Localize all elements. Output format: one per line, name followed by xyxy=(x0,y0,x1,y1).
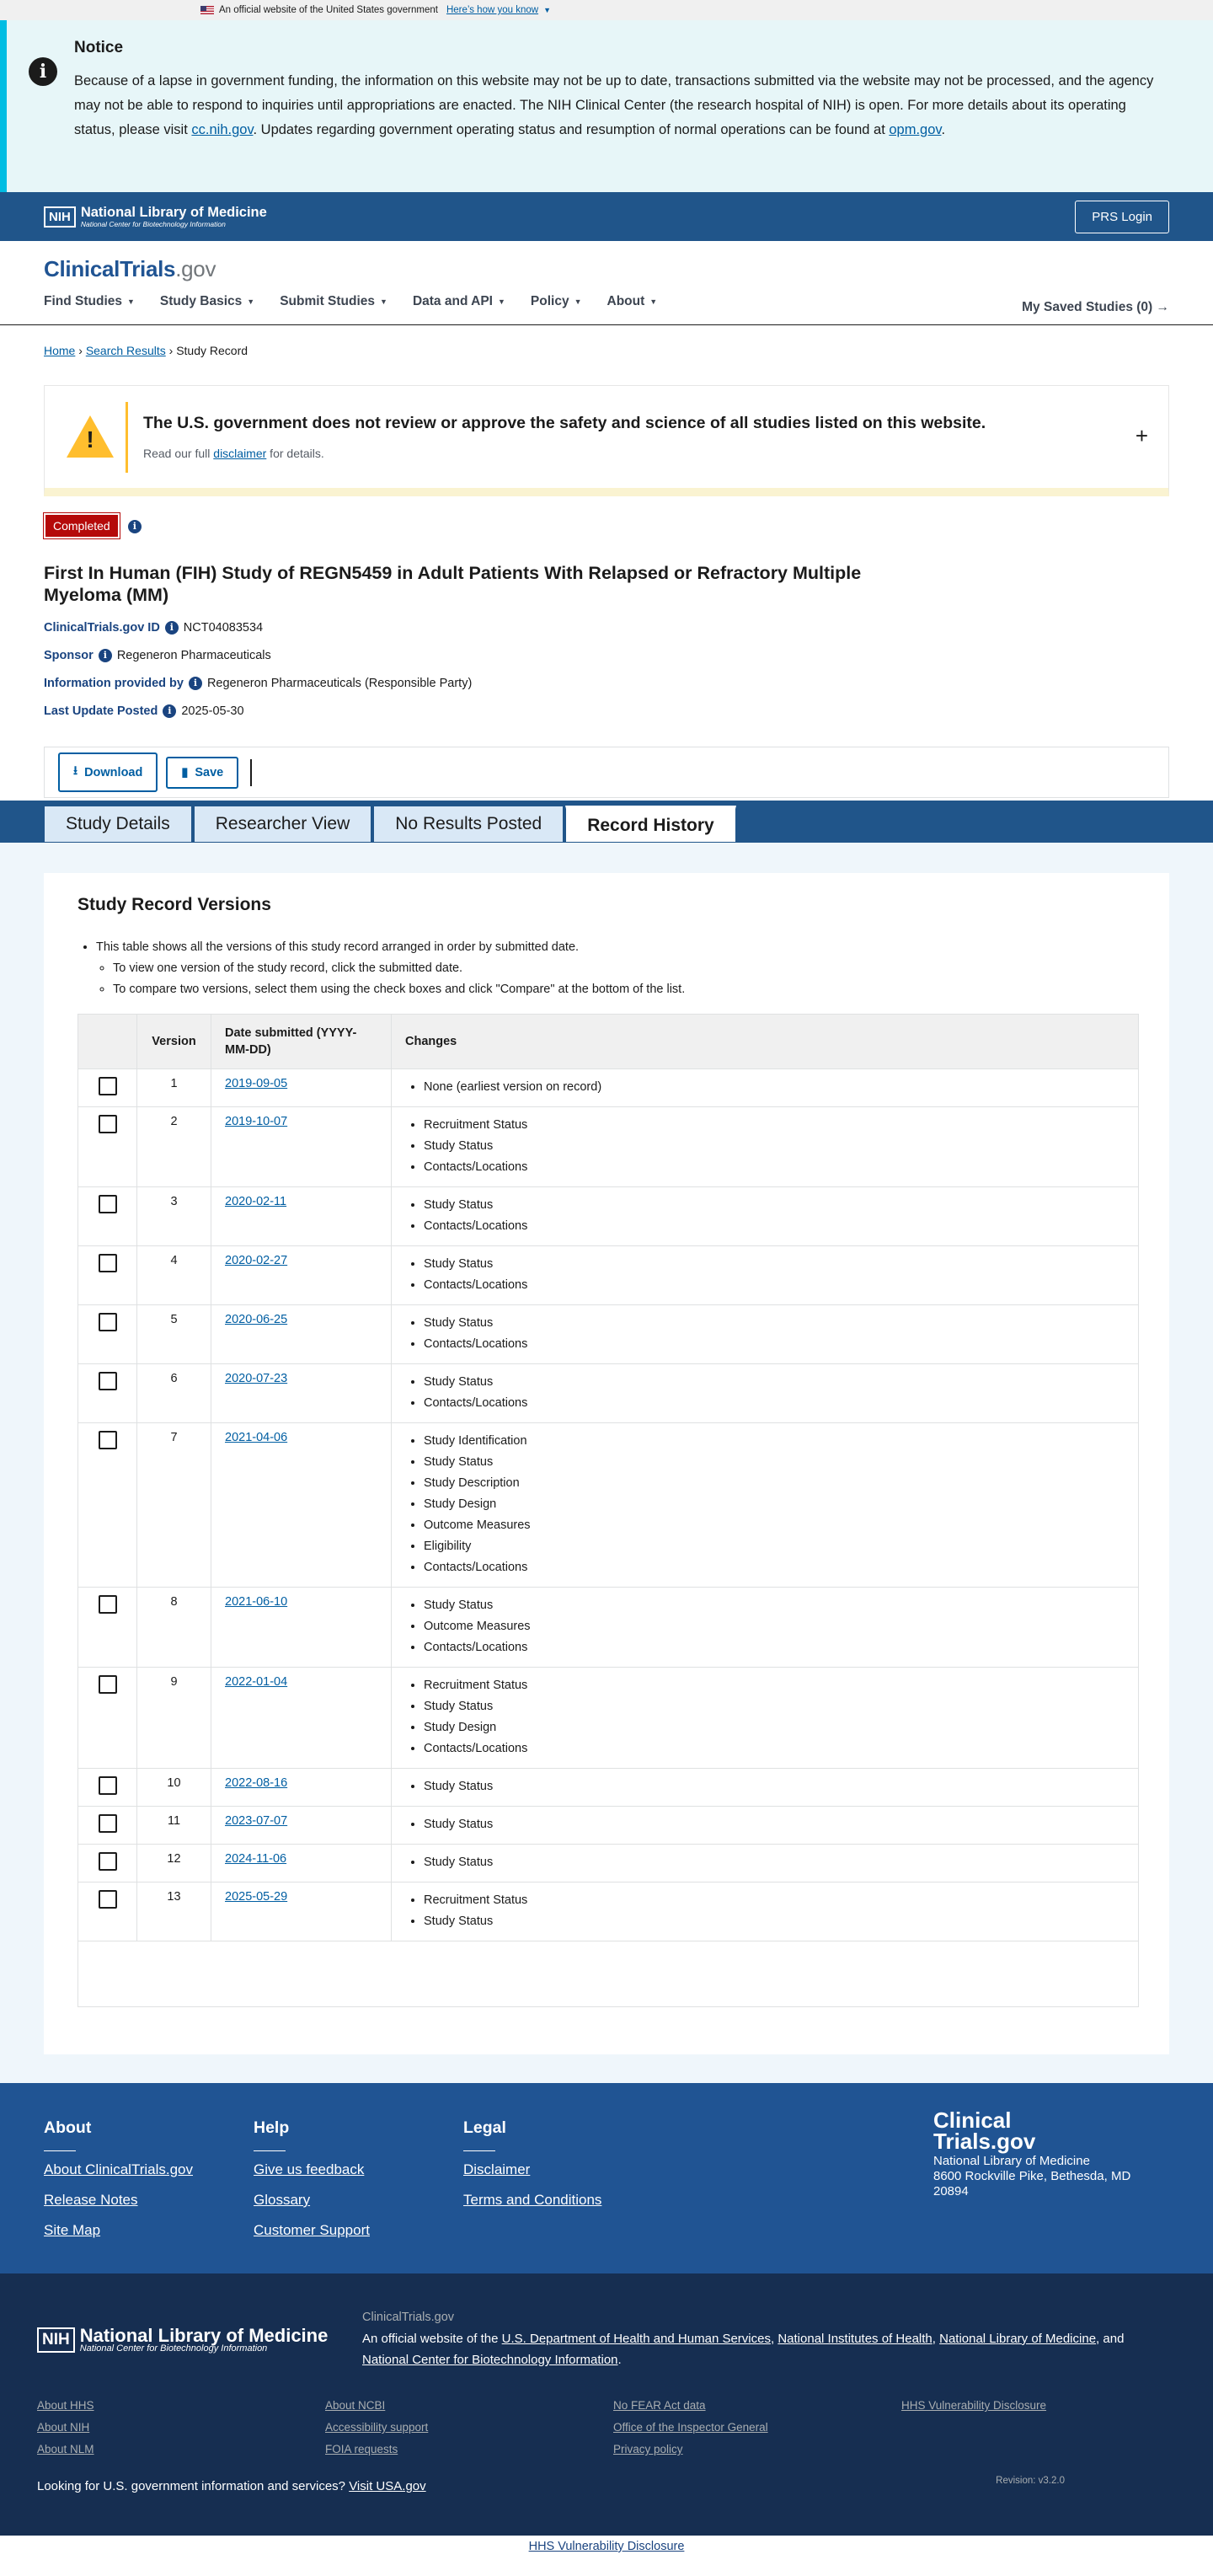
nav-find-studies[interactable]: Find Studies ▼ xyxy=(44,294,135,308)
version-checkbox[interactable] xyxy=(99,1776,117,1795)
change-item: • Study Status xyxy=(424,1372,1125,1393)
col-date: Date submitted (YYYY-MM-DD) xyxy=(211,1015,392,1069)
col-version: Version xyxy=(137,1015,211,1069)
study-header xyxy=(0,496,1213,801)
version-checkbox[interactable] xyxy=(99,1115,117,1133)
versions-instructions: • This table shows all the versions of this study record arranged in order by submitted date. ◦ To view one version of the study record, click the submitted date. ◦ To compare two versions, select them using the check boxes and click "Compare" at the bottom of the list. xyxy=(77,937,1136,1000)
chevron-down-icon: ▼ xyxy=(574,297,582,306)
footer-legal: Legal Disclaimer Terms and Conditions xyxy=(463,2118,673,2252)
version-number: 7 xyxy=(137,1423,211,1588)
study-actions xyxy=(44,747,1169,798)
breadcrumb-current: Study Record xyxy=(176,344,248,357)
study-tabs xyxy=(0,801,1213,843)
download-icon: ⭳ xyxy=(73,764,78,778)
bookmark-icon: ▮ xyxy=(181,765,189,779)
change-item: • Recruitment Status xyxy=(424,1115,1125,1136)
version-checkbox[interactable] xyxy=(99,1890,117,1909)
change-item: • None (earliest version on record) xyxy=(424,1077,1125,1098)
version-date-link[interactable]: 2020-02-11 xyxy=(225,1195,287,1208)
version-number: 13 xyxy=(137,1882,211,1941)
version-date-link[interactable]: 2022-01-04 xyxy=(225,1675,288,1689)
download-button[interactable]: ⭳ Download xyxy=(58,752,158,792)
change-item: • Study Status xyxy=(424,1136,1125,1157)
change-item: • Study Identification xyxy=(424,1431,1125,1452)
id-label: ClinicalTrials.gov ID xyxy=(44,621,160,635)
status-badge: Completed xyxy=(44,513,120,538)
version-checkbox[interactable] xyxy=(99,1313,117,1331)
version-number: 2 xyxy=(137,1107,211,1187)
version-number: 9 xyxy=(137,1668,211,1769)
versions-table xyxy=(77,1014,1139,2007)
revision: Revision: v3.2.0 xyxy=(996,2476,1065,2486)
change-item: • Eligibility xyxy=(424,1536,1125,1557)
expand-plus-icon[interactable]: + xyxy=(1135,423,1148,448)
info-icon[interactable]: i xyxy=(189,677,202,690)
heres-how-you-know-link[interactable]: Here’s how you know xyxy=(446,5,539,15)
version-date-link[interactable]: 2020-06-25 xyxy=(225,1313,288,1326)
info-icon[interactable]: i xyxy=(165,621,179,635)
disclaimer-alert xyxy=(44,385,1169,496)
change-item: • Study Status xyxy=(424,1195,1125,1216)
chevron-down-icon: ▼ xyxy=(543,6,551,14)
version-checkbox[interactable] xyxy=(99,1195,117,1213)
chevron-down-icon: ▼ xyxy=(247,297,255,306)
version-date-link[interactable]: 2024-11-06 xyxy=(225,1852,287,1866)
breadcrumb: Home › Search Results › Study Record xyxy=(44,344,248,357)
change-item: • Study Status xyxy=(424,1814,1125,1835)
disclaimer-text: Read our full disclaimer for details. xyxy=(143,447,324,460)
change-item: • Contacts/Locations xyxy=(424,1216,1125,1237)
nav-study-basics[interactable]: Study Basics ▼ xyxy=(159,294,255,308)
table-row xyxy=(78,1305,1139,1364)
study-id: NCT04083534 xyxy=(183,621,264,635)
updated-value: 2025-05-30 xyxy=(181,704,244,718)
col-changes: Changes xyxy=(392,1015,1139,1069)
warning-icon xyxy=(67,414,114,461)
version-date-link[interactable]: 2019-09-05 xyxy=(225,1077,288,1090)
usa-gov-link[interactable]: Visit USA.gov xyxy=(349,2479,426,2493)
disclaimer-heading: The U.S. government does not review or approve the safety and science of all studies listed on this website. xyxy=(143,414,986,432)
nav-data-api[interactable]: Data and API ▼ xyxy=(412,294,505,308)
footer-link[interactable]: Terms and Conditions xyxy=(463,2192,602,2208)
study-title: First In Human (FIH) Study of REGN5459 in Adult Patients With Relapsed or Refractory Multiple Myeloma (MM) xyxy=(44,563,862,605)
footer-about: About About ClinicalTrials.gov Release Notes Site Map xyxy=(44,2118,254,2252)
change-item: • Study Status xyxy=(424,1852,1125,1873)
change-item: • Contacts/Locations xyxy=(424,1334,1125,1355)
table-row xyxy=(78,1588,1139,1668)
footer-address: Clinical Trials.gov National Library of Medicine 8600 Rockville Pike, Bethesda, MD 20894 xyxy=(933,2107,1131,2198)
version-checkbox[interactable] xyxy=(99,1254,117,1272)
sponsor-label: Sponsor xyxy=(44,649,94,662)
study-meta xyxy=(44,621,1169,718)
version-number: 8 xyxy=(137,1588,211,1668)
change-item: • Contacts/Locations xyxy=(424,1738,1125,1759)
change-item: • Outcome Measures xyxy=(424,1616,1125,1637)
shutdown-notice xyxy=(0,20,1213,192)
change-item: • Study Status xyxy=(424,1254,1125,1275)
footer-link[interactable]: Customer Support xyxy=(254,2222,370,2238)
table-row xyxy=(78,1423,1139,1588)
table-row xyxy=(78,1187,1139,1246)
table-row xyxy=(78,1769,1139,1807)
change-item: • Study Design xyxy=(424,1717,1125,1738)
version-checkbox[interactable] xyxy=(99,1431,117,1449)
version-number: 6 xyxy=(137,1364,211,1423)
info-icon: i xyxy=(29,57,57,86)
footer-help: Help Give us feedback Glossary Customer Support xyxy=(254,2118,463,2252)
arrow-right-icon: → xyxy=(1156,300,1169,314)
version-number: 4 xyxy=(137,1246,211,1305)
footer-link[interactable]: Release Notes xyxy=(44,2192,138,2208)
nih-logo-icon: NIH xyxy=(37,2327,75,2353)
footer-official: ClinicalTrials.gov An official website of the U.S. Department of Health and Human Services, National Institutes of Health, National Library of Medicine, and National Center for Biotechnology Information. xyxy=(362,2311,1125,2367)
site-header xyxy=(0,241,1213,325)
nav-about[interactable]: About ▼ xyxy=(606,294,658,308)
version-date-link[interactable]: 2022-08-16 xyxy=(225,1776,288,1790)
version-checkbox[interactable] xyxy=(99,1595,117,1614)
nlm-subtitle: National Center for Biotechnology Information xyxy=(80,219,226,228)
version-date-link[interactable]: 2020-07-23 xyxy=(225,1372,288,1385)
updated-label: Last Update Posted xyxy=(44,704,158,718)
change-item: • Study Status xyxy=(424,1911,1125,1932)
nlm-footer-logo[interactable]: NIH National Library of Medicine National Center for Biotechnology Information xyxy=(37,2309,362,2370)
version-date-link[interactable]: 2019-10-07 xyxy=(225,1115,288,1128)
version-checkbox[interactable] xyxy=(99,1675,117,1694)
change-item: • Contacts/Locations xyxy=(424,1393,1125,1414)
gov-banner xyxy=(0,0,1213,20)
change-item: • Study Design xyxy=(424,1494,1125,1515)
provided-label: Information provided by xyxy=(44,677,184,690)
nlm-header xyxy=(0,192,1213,241)
table-row xyxy=(78,1668,1139,1769)
breadcrumb-home[interactable]: Home xyxy=(44,344,76,357)
footer-nlm xyxy=(0,2273,1213,2536)
versions-card xyxy=(44,873,1169,2054)
main-nav xyxy=(44,294,1169,309)
info-icon[interactable]: i xyxy=(163,704,176,718)
hhs-vulnerability-link[interactable]: HHS Vulnerability Disclosure xyxy=(528,2540,685,2553)
tab-record-history[interactable]: Record History xyxy=(565,806,736,843)
change-item: • Contacts/Locations xyxy=(424,1275,1125,1296)
notice-title: Notice xyxy=(74,39,124,56)
chevron-down-icon: ▼ xyxy=(649,297,658,306)
table-empty-row xyxy=(78,1941,1139,2007)
table-row xyxy=(78,1845,1139,1882)
version-date-link[interactable]: 2020-02-27 xyxy=(225,1254,288,1267)
table-row xyxy=(78,1807,1139,1845)
nlm-logo[interactable] xyxy=(44,206,267,228)
version-number: 11 xyxy=(137,1807,211,1845)
footer xyxy=(0,2083,1213,2273)
footer-brand: Clinical Trials.gov xyxy=(933,2107,1036,2154)
change-item: • Outcome Measures xyxy=(424,1515,1125,1536)
version-date-link[interactable]: 2023-07-07 xyxy=(225,1814,288,1828)
nav-submit-studies[interactable]: Submit Studies ▼ xyxy=(280,294,387,308)
site-brand[interactable]: ClinicalTrials.gov xyxy=(44,256,216,281)
breadcrumb-search-results[interactable]: Search Results xyxy=(85,344,166,357)
tab-study-details[interactable]: Study Details xyxy=(44,806,192,843)
provided-value: Regeneron Pharmaceuticals (Responsible Party) xyxy=(206,677,473,690)
info-icon[interactable]: i xyxy=(99,649,112,662)
change-item: • Recruitment Status xyxy=(424,1675,1125,1696)
table-row xyxy=(78,1069,1139,1107)
footer-link[interactable]: Give us feedback xyxy=(254,2161,365,2177)
version-checkbox[interactable] xyxy=(99,1077,117,1095)
prs-login-button[interactable]: PRS Login xyxy=(1075,201,1169,233)
nav-policy[interactable]: Policy ▼ xyxy=(530,294,582,308)
table-row xyxy=(78,1882,1139,1941)
version-number: 12 xyxy=(137,1845,211,1882)
save-button[interactable]: ▮ Save xyxy=(166,757,238,789)
version-number: 10 xyxy=(137,1769,211,1807)
table-row xyxy=(78,1364,1139,1423)
chevron-down-icon: ▼ xyxy=(380,297,387,306)
chevron-down-icon: ▼ xyxy=(497,297,505,306)
change-item: • Study Status xyxy=(424,1595,1125,1616)
change-item: • Study Status xyxy=(424,1776,1125,1797)
bottom-bar xyxy=(0,2536,1213,2557)
usa-gov: Looking for U.S. government information and services? Visit USA.gov xyxy=(37,2479,426,2493)
info-icon[interactable]: i xyxy=(128,520,142,533)
footer-link[interactable]: Disclaimer xyxy=(463,2161,531,2177)
version-checkbox[interactable] xyxy=(99,1852,117,1871)
footer-gov-links: About HHS About NCBI No FEAR Act data HHS Vulnerability Disclosure About NIH Accessibility support Office of the Inspector General About NLM FOIA requests Privacy policy xyxy=(37,2399,1047,2456)
footer-link[interactable]: About ClinicalTrials.gov xyxy=(44,2161,193,2177)
change-item: • Recruitment Status xyxy=(424,1890,1125,1911)
gov-banner-text: An official website of the United States government xyxy=(219,5,438,15)
change-item: • Study Status xyxy=(424,1452,1125,1473)
footer-link[interactable]: Glossary xyxy=(254,2192,311,2208)
tab-researcher-view[interactable]: Researcher View xyxy=(194,806,372,843)
sponsor-value: Regeneron Pharmaceuticals xyxy=(116,649,271,662)
version-checkbox[interactable] xyxy=(99,1372,117,1390)
version-number: 5 xyxy=(137,1305,211,1364)
disclaimer-link[interactable]: disclaimer xyxy=(213,447,267,460)
change-item: • Contacts/Locations xyxy=(424,1157,1125,1178)
version-date-link[interactable]: 2025-05-29 xyxy=(225,1890,288,1904)
chevron-down-icon: ▼ xyxy=(127,297,135,306)
change-item: • Study Status xyxy=(424,1313,1125,1334)
us-flag-icon xyxy=(200,6,214,14)
versions-heading: Study Record Versions xyxy=(77,895,271,914)
my-saved-studies-link[interactable]: My Saved Studies (0) → xyxy=(1022,300,1169,314)
nih-logo-icon: NIH xyxy=(44,206,76,228)
change-item: • Study Status xyxy=(424,1696,1125,1717)
table-row xyxy=(78,1246,1139,1305)
change-item: • Contacts/Locations xyxy=(424,1557,1125,1578)
version-number: 1 xyxy=(137,1069,211,1107)
version-number: 3 xyxy=(137,1187,211,1246)
change-item: • Study Description xyxy=(424,1473,1125,1494)
opm-link[interactable]: opm.gov xyxy=(889,122,942,137)
cc-nih-link[interactable]: cc.nih.gov xyxy=(191,122,254,137)
change-item: • Contacts/Locations xyxy=(424,1637,1125,1658)
tab-no-results-posted[interactable]: No Results Posted xyxy=(373,806,564,843)
nlm-title: National Library of Medicine xyxy=(80,204,267,220)
version-checkbox[interactable] xyxy=(99,1814,117,1833)
record-history-section xyxy=(0,843,1213,2083)
table-row xyxy=(78,1107,1139,1187)
version-date-link[interactable]: 2021-06-10 xyxy=(225,1595,288,1609)
footer-link[interactable]: Site Map xyxy=(44,2222,101,2238)
version-date-link[interactable]: 2021-04-06 xyxy=(225,1431,288,1444)
notice-body: Because of a lapse in government funding, the information on this website may not be up to date, transactions submitted via the website may not be processed, and the agency may not be able to respond to inquiries until appropriations are enacted. The NIH Clinical Center (the research hospital of NIH) is open. For more details about its operating status, please visit cc.nih.gov. Updates regarding government operating status and resumption of normal operations can be found at opm.gov. xyxy=(74,73,1154,137)
